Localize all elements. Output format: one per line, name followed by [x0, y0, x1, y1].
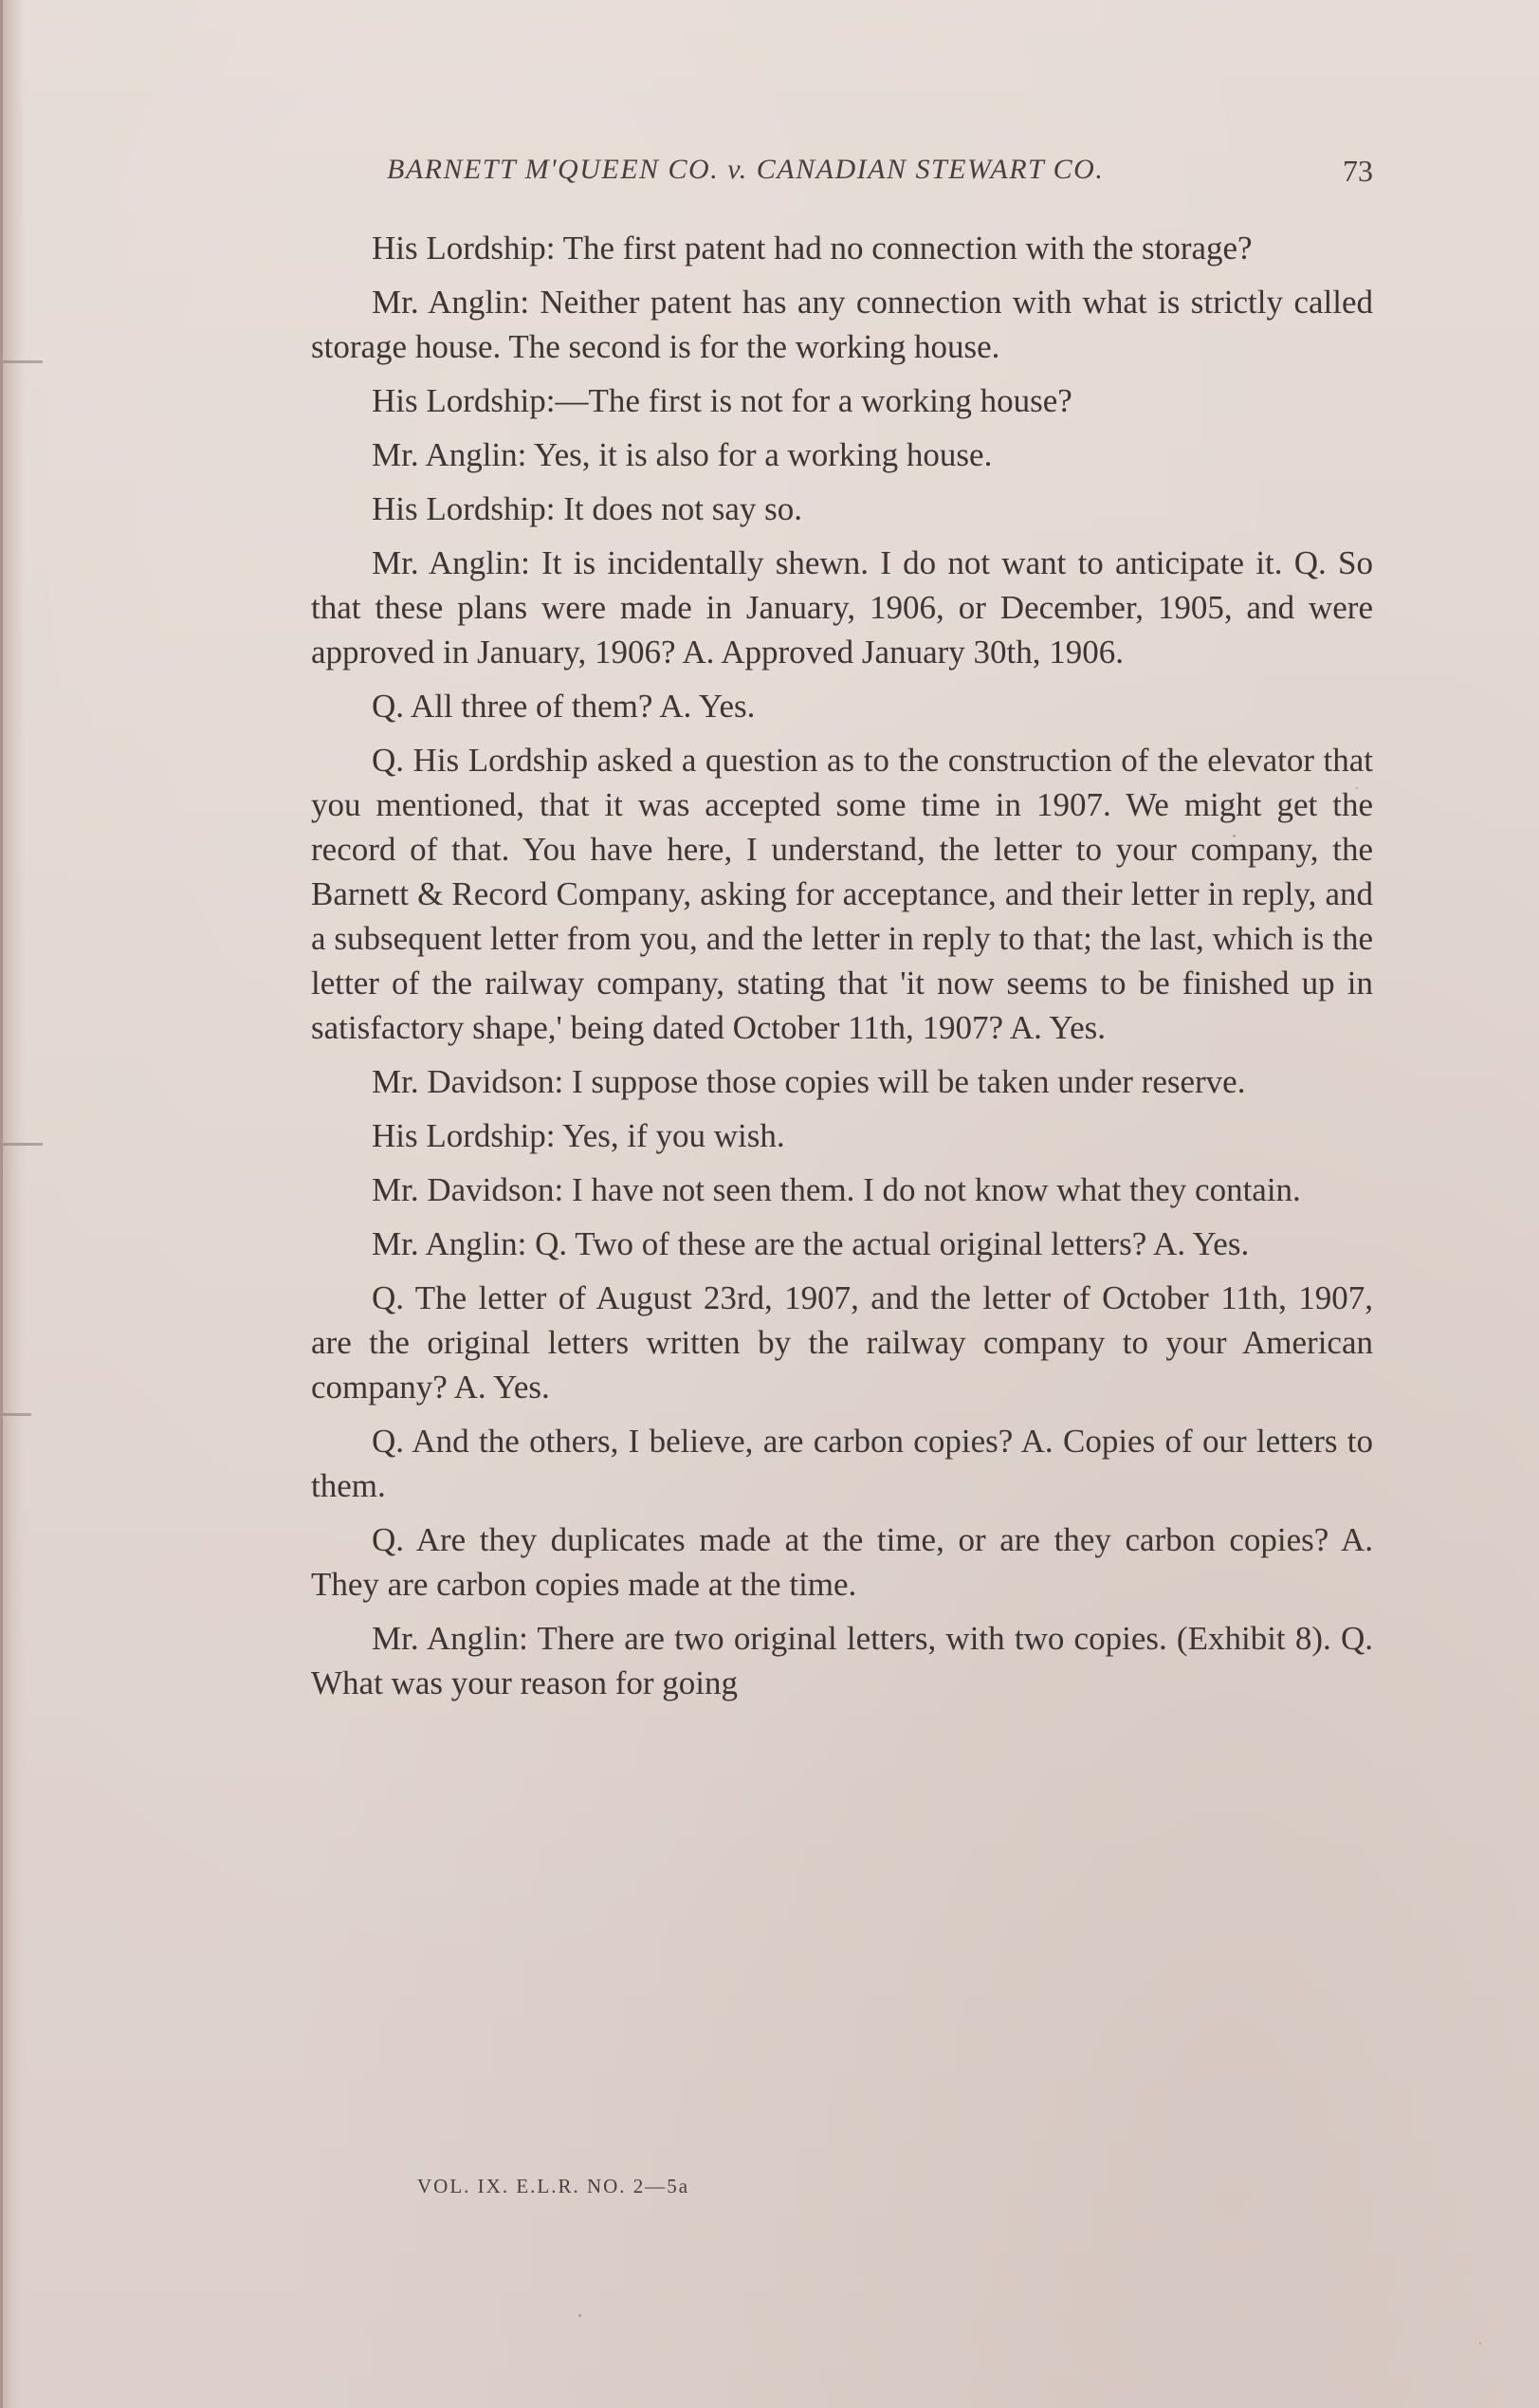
transcript-paragraph: Mr. Davidson: I suppose those copies will be taken under reserve. [372, 1063, 1246, 1100]
page-binding-edge [0, 0, 25, 2408]
transcript-paragraph: His Lordship: It does not say so. [372, 490, 803, 527]
transcript-paragraph: Q. The letter of August 23rd, 1907, and the letter of October 11th, 1907, are the original letters written by the railway company to your American company? A. Yes. [311, 1279, 1373, 1406]
transcript-paragraph: Mr. Anglin: It is incidentally shewn. I do not want to anticipate it. Q. So that these plans were made in January, 1906, or December, 1905, and were approved in January, 1906? A. Approved January 30th, 1906. [311, 544, 1373, 671]
transcript-paragraph: Mr. Anglin: Neither patent has any connection with what is strictly called storage house. The second is for the working house. [311, 284, 1373, 365]
binding-mark [3, 1143, 43, 1146]
paper-speck [1479, 2343, 1481, 2344]
transcript-paragraph: Mr. Anglin: There are two original letters, with two copies. (Exhibit 8). Q. What was your reason for going [311, 1620, 1373, 1701]
transcript-paragraph: Q. And the others, I believe, are carbon copies? A. Copies of our letters to them. [311, 1423, 1373, 1504]
binding-mark [3, 360, 43, 363]
transcript-body [311, 226, 1373, 1715]
signature-mark: VOL. IX. E.L.R. NO. 2—5a [417, 2175, 690, 2197]
transcript-paragraph: Mr. Anglin: Yes, it is also for a working house. [372, 436, 993, 473]
page-number: 73 [1343, 154, 1373, 188]
transcript-paragraph: His Lordship:—The first is not for a working house? [372, 382, 1072, 419]
paper-speck [578, 2314, 581, 2317]
transcript-paragraph: Q. His Lordship asked a question as to the construction of the elevator that you mentioned, that it was accepted some time in 1907. We might get the record of that. You have here, I understand, the letter to your company, the Barnett & Record Company, asking for acceptance, and their letter in reply, and a subsequent letter from you, and the letter in reply to that; the last, which is the letter of the railway company, stating that 'it now seems to be finished up in satisfactory shape,' being dated October 11th, 1907? A. Yes. [311, 742, 1373, 1046]
transcript-paragraph: Q. Are they duplicates made at the time, or are they carbon copies? A. They are carbon copies made at the time. [311, 1521, 1373, 1603]
running-head: BARNETT M'QUEEN CO. v. CANADIAN STEWART CO. [387, 154, 1105, 185]
transcript-paragraph: His Lordship: The first patent had no connection with the storage? [372, 230, 1253, 267]
transcript-paragraph: His Lordship: Yes, if you wish. [372, 1117, 785, 1154]
page-header [387, 154, 1373, 201]
binding-mark [3, 1413, 31, 1416]
transcript-paragraph: Mr. Davidson: I have not seen them. I do not know what they contain. [372, 1171, 1301, 1208]
transcript-paragraph: Mr. Anglin: Q. Two of these are the actual original letters? A. Yes. [372, 1225, 1250, 1262]
transcript-paragraph: Q. All three of them? A. Yes. [372, 688, 756, 725]
